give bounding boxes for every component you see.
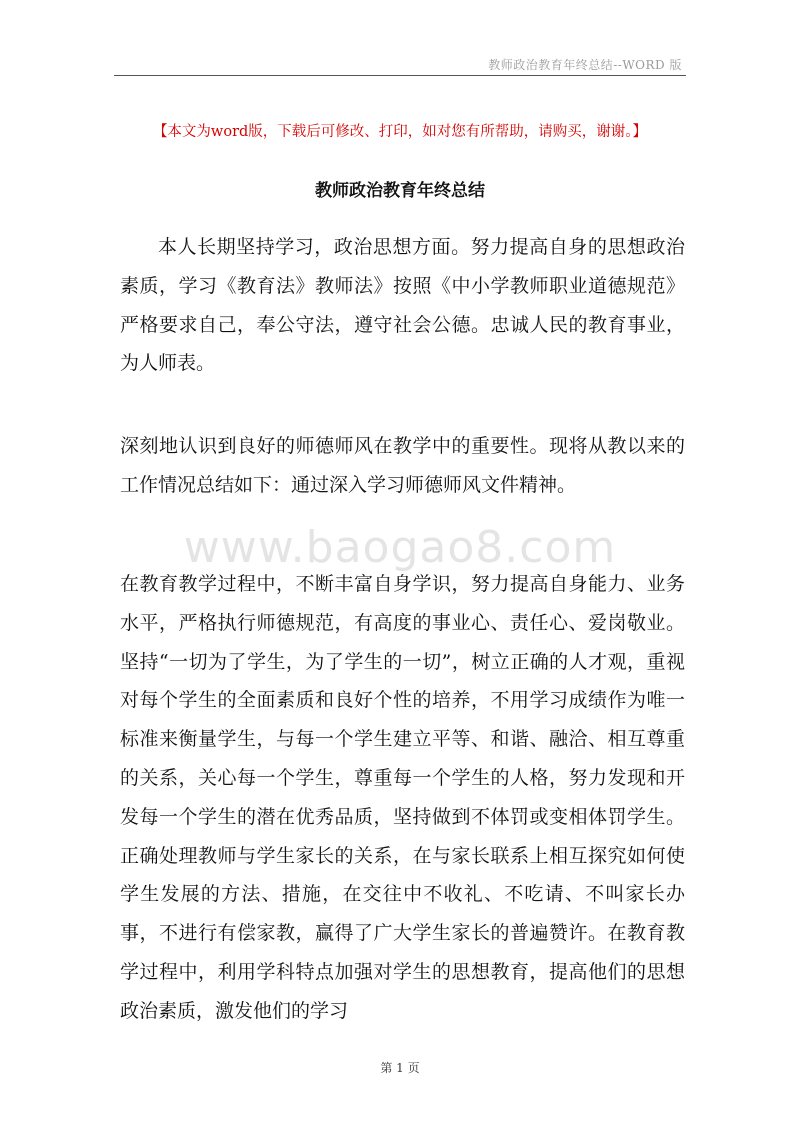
purchase-notice: 【本文为word版，下载后可修改、打印，如对您有所帮助，请购买，谢谢。】	[152, 124, 648, 140]
watermark: www.baogao8.com	[183, 522, 617, 573]
page-number: 第 1 页	[380, 1061, 420, 1075]
paragraph: 深刻地认识到良好的师德师风在教学中的重要性。现将从教以来的工作情况总结如下：通过深入学习师德师风文件精神。	[120, 435, 685, 496]
running-header: 教师政治教育年终总结--WORD 版	[488, 58, 682, 72]
paragraph: 本人长期坚持学习，政治思想方面。努力提高自身的思想政治素质，学习《教育法》教师法》按照《中小学教师职业道德规范》严格要求自己，奉公守法，遵守社会公德。忠诚人民的教育事业，为人师表。	[120, 236, 685, 375]
header-divider	[114, 75, 686, 76]
document-title: 教师政治教育年终总结	[315, 181, 485, 201]
paragraph: 在教育教学过程中，不断丰富自身学识，努力提高自身能力、业务水平，严格执行师德规范，有高度的事业心、责任心、爱岗敬业。坚持“一切为了学生，为了学生的一切”，树立正确的人才观，重视对每个学生的全面素质和良好个性的培养，不用学习成绩作为唯一标准来衡量学生，与每一个学生建立平等、和谐、融洽、相互尊重的关系，关心每一个学生，尊重每一个学生的人格，努力发现和开发每一个学生的潜在优秀品质，坚持做到不体罚或变相体罚学生。正确处理教师与学生家长的关系，在与家长联系上相互探究如何使学生发展的方法、措施，在交往中不收礼、不吃请、不叫家长办事，不进行有偿家教，赢得了广大学生家长的普遍赞许。在教育教学过程中，利用学科特点加强对学生的思想教育，提高他们的思想政治素质，激发他们的学习	[120, 573, 685, 1022]
